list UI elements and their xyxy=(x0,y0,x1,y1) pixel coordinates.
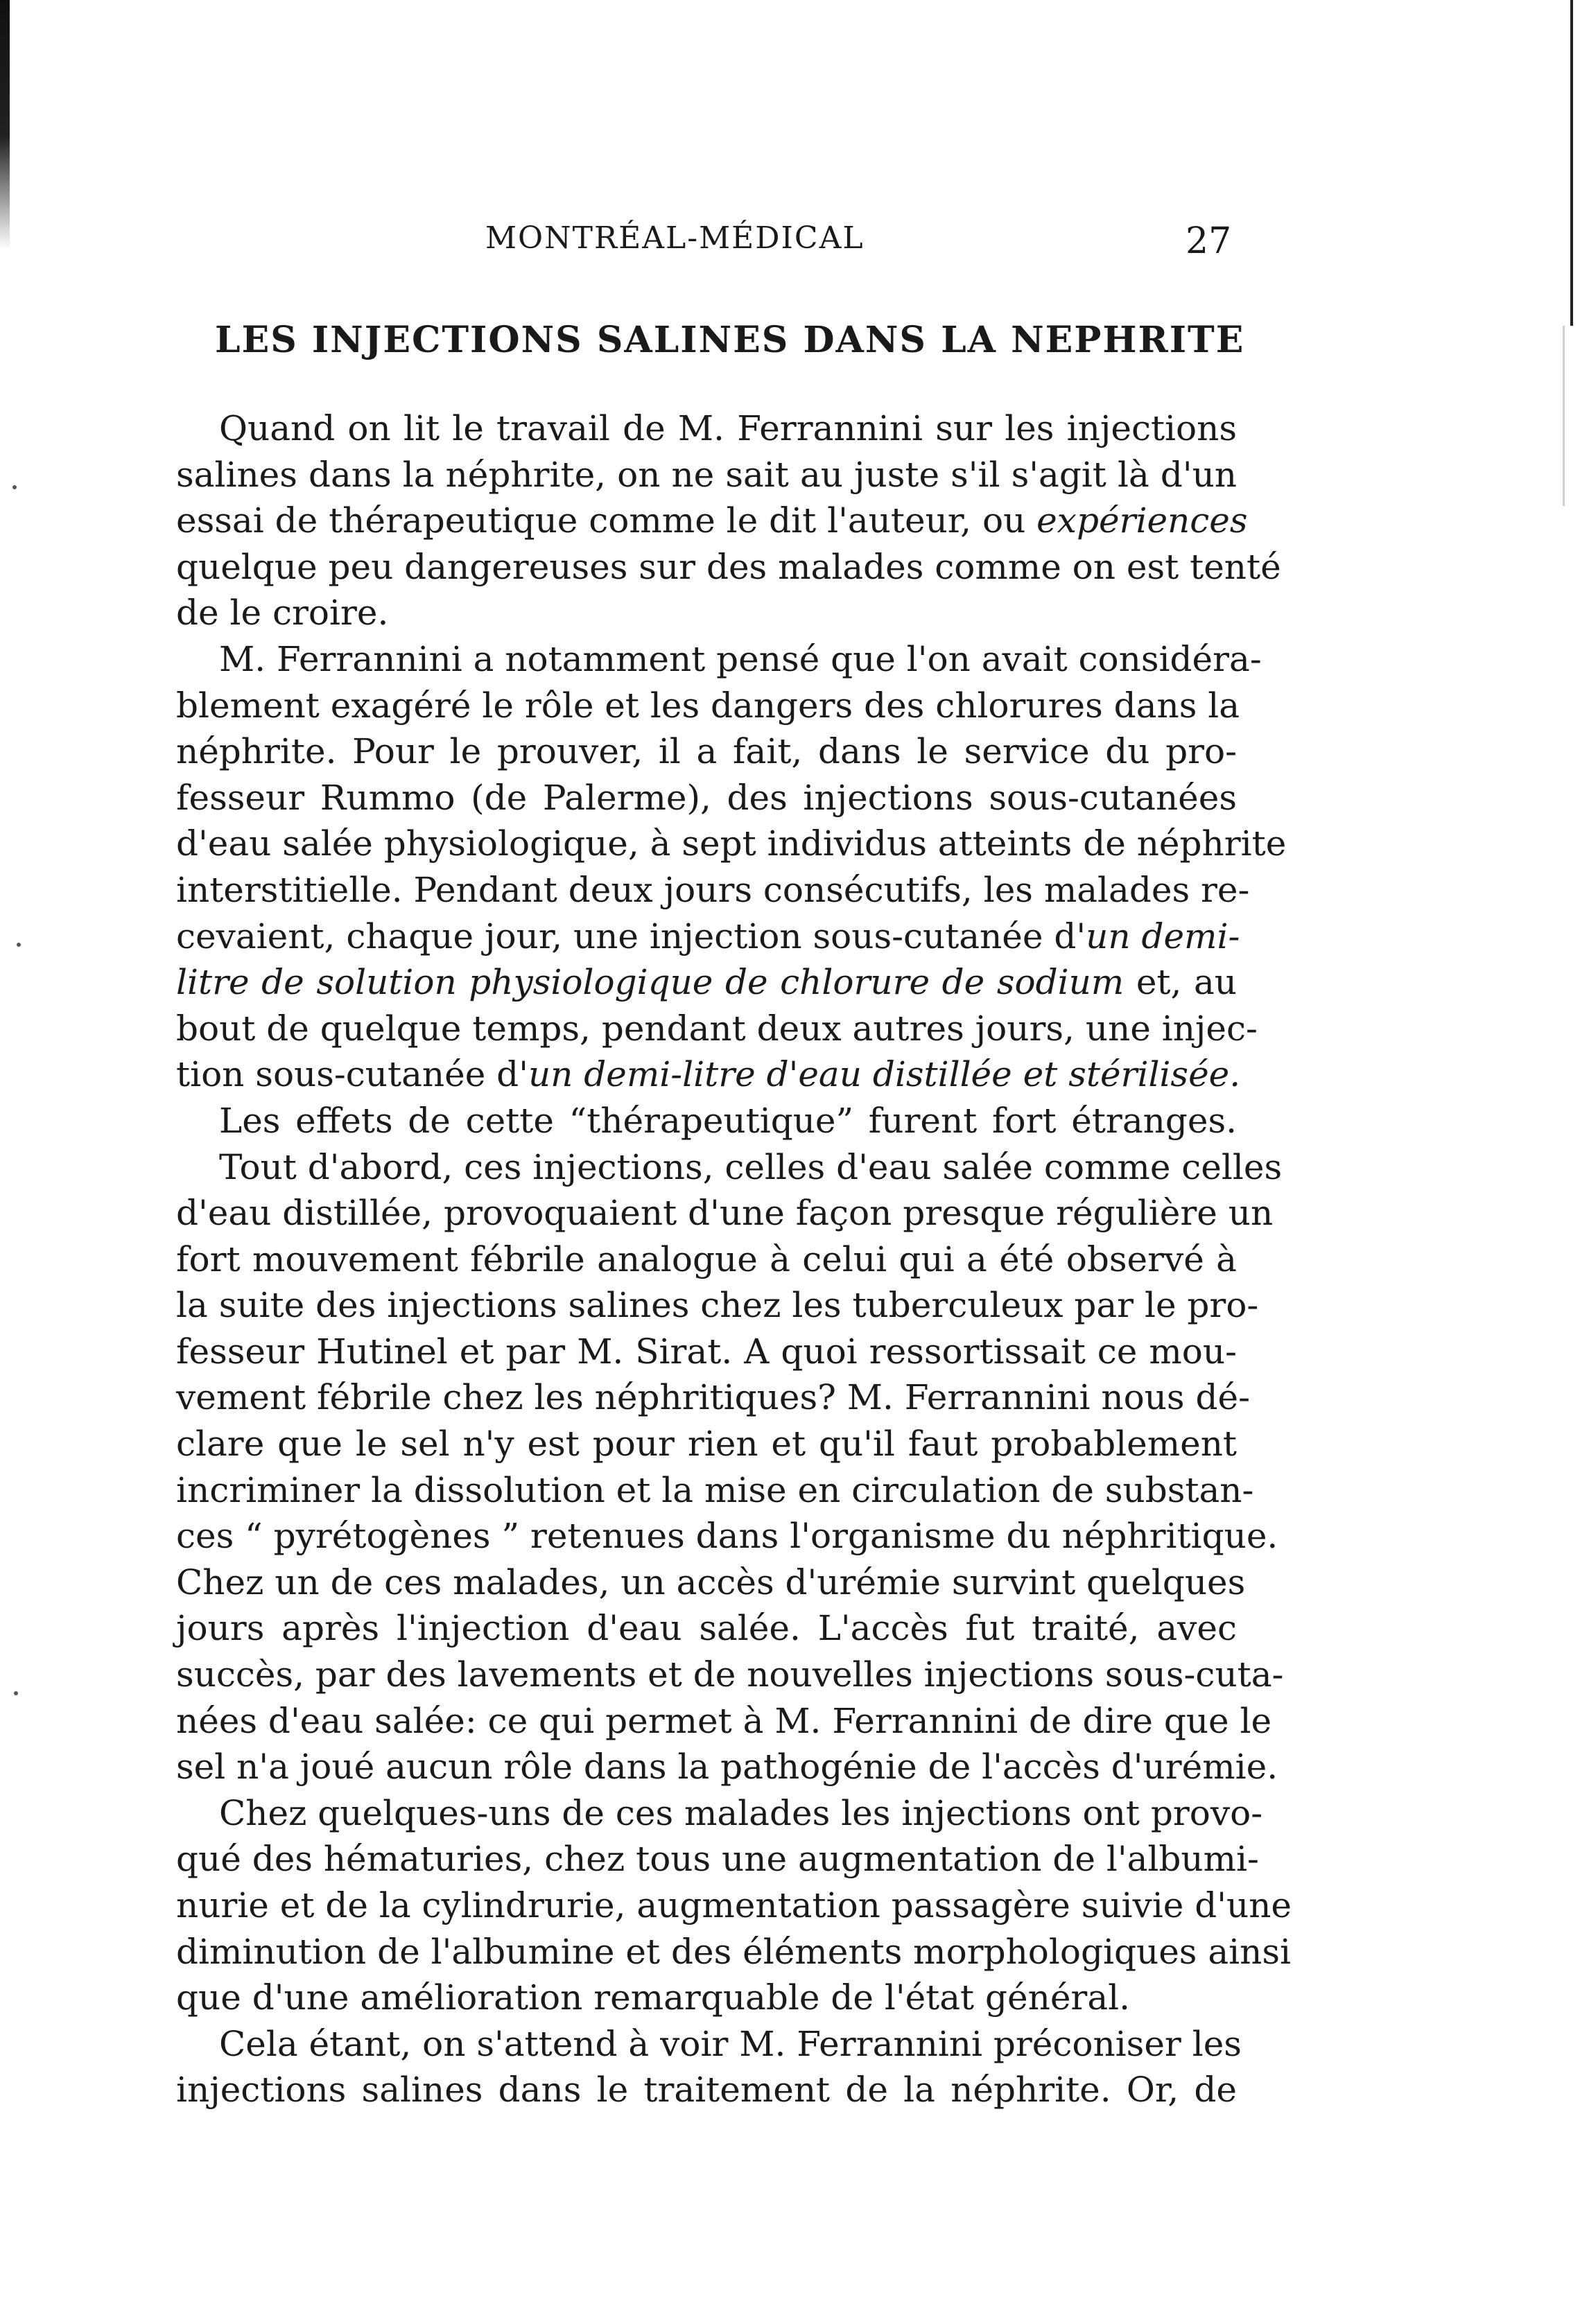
text-line: injections salines dans le traitement de la néphrite. Or, de xyxy=(176,2070,1237,2111)
scan-edge-artifact xyxy=(0,0,10,250)
text-line: ces “ pyrétogènes ” retenues dans l'organisme du néphritique. xyxy=(176,1516,1278,1557)
text-line: vement fébrile chez les néphritiques? M. Ferrannini nous dé- xyxy=(176,1377,1250,1418)
article-body xyxy=(176,405,1292,2113)
scan-edge-artifact xyxy=(1563,326,1565,506)
text-run: tion sous-cutanée d' xyxy=(176,1054,528,1095)
text-run: et, au xyxy=(1124,962,1238,1003)
text-line: Les effets de cette “thérapeutique” furent fort étranges. xyxy=(219,1100,1237,1141)
text-line xyxy=(176,959,1237,1006)
scan-speck xyxy=(17,943,21,947)
text-line: la suite des injections salines chez les tuberculeux par le pro- xyxy=(176,1285,1259,1326)
text-line: nées d'eau salée: ce qui permet à M. Ferrannini de dire que le xyxy=(176,1700,1272,1741)
scan-edge-artifact xyxy=(1570,0,1573,326)
italic-run: litre de solution physiologique de chlorure de sodium xyxy=(176,962,1125,1003)
italic-run: un demi-litre d'eau distillée et stérilisée. xyxy=(528,1054,1241,1095)
text-line: blement exagéré le rôle et les dangers des chlorures dans la xyxy=(176,685,1240,726)
text-line: bout de quelque temps, pendant deux autres jours, une injec- xyxy=(176,1008,1258,1049)
page-number: 27 xyxy=(1186,220,1232,262)
text-line: Chez quelques-uns de ces malades les injections ont provo- xyxy=(219,1792,1263,1833)
text-line: d'eau salée physiologique, à sept individus atteints de néphrite xyxy=(176,823,1287,864)
text-line: Quand on lit le travail de M. Ferrannini sur les injections xyxy=(219,408,1237,448)
text-line: d'eau distillée, provoquaient d'une façon presque régulière un xyxy=(176,1193,1274,1234)
text-line: Chez un de ces malades, un accès d'urémie survint quelques xyxy=(176,1562,1246,1602)
text-line: clare que le sel n'y est pour rien et qu'il faut probablement xyxy=(176,1424,1237,1465)
text-line: diminution de l'albumine et des éléments morphologiques ainsi xyxy=(176,1931,1291,1972)
running-head: MONTRÉAL-MÉDICAL xyxy=(485,220,865,256)
text-line: que d'une amélioration remarquable de l'état général. xyxy=(176,1977,1131,2018)
text-line: sel n'a joué aucun rôle dans la pathogénie de l'accès d'urémie. xyxy=(176,1747,1278,1788)
italic-run: un demi- xyxy=(1086,916,1240,956)
scan-speck xyxy=(14,1691,18,1695)
text-line: incriminer la dissolution et la mise en circulation de substan- xyxy=(176,1469,1254,1510)
text-line: succès, par des lavements et de nouvelles injections sous-cuta- xyxy=(176,1654,1284,1695)
text-line: interstitielle. Pendant deux jours consécutifs, les malades re- xyxy=(176,869,1250,910)
text-line: néphrite. Pour le prouver, il a fait, dans le service du pro- xyxy=(176,731,1237,772)
text-line: nurie et de la cylindrurie, augmentation passagère suivie d'une xyxy=(176,1885,1292,1925)
text-line: salines dans la néphrite, on ne sait au juste s'il s'agit là d'un xyxy=(176,454,1237,495)
text-line: fesseur Hutinel et par M. Sirat. A quoi ressortissait ce mou- xyxy=(176,1331,1237,1372)
text-line: fesseur Rummo (de Palerme), des injections sous-cutanées xyxy=(176,777,1237,818)
text-line: jours après l'injection d'eau salée. L'accès fut traité, avec xyxy=(176,1608,1237,1649)
article-title: LES INJECTIONS SALINES DANS LA NEPHRITE xyxy=(215,319,1245,361)
text-line: Tout d'abord, ces injections, celles d'eau salée comme celles xyxy=(219,1146,1283,1187)
text-line: Cela étant, on s'attend à voir M. Ferrannini préconiser les xyxy=(219,2023,1242,2064)
text-run: cevaient, chaque jour, une injection sous-cutanée d' xyxy=(176,916,1086,956)
italic-run: expériences xyxy=(1036,500,1248,541)
text-line: quelque peu dangereuses sur des malades comme on est tenté xyxy=(176,546,1281,587)
text-line: qué des hématuries, chez tous une augmentation de l'albumi- xyxy=(176,1839,1259,1880)
text-line xyxy=(176,914,1240,960)
text-line xyxy=(176,498,1248,544)
text-line xyxy=(176,1051,1241,1098)
text-line: fort mouvement fébrile analogue à celui qui a été observé à xyxy=(176,1239,1237,1279)
text-line: de le croire. xyxy=(176,593,389,634)
text-line: M. Ferrannini a notamment pensé que l'on avait considéra- xyxy=(219,638,1262,679)
text-run: essai de thérapeutique comme le dit l'auteur, ou xyxy=(176,500,1037,541)
scan-speck xyxy=(12,485,17,489)
